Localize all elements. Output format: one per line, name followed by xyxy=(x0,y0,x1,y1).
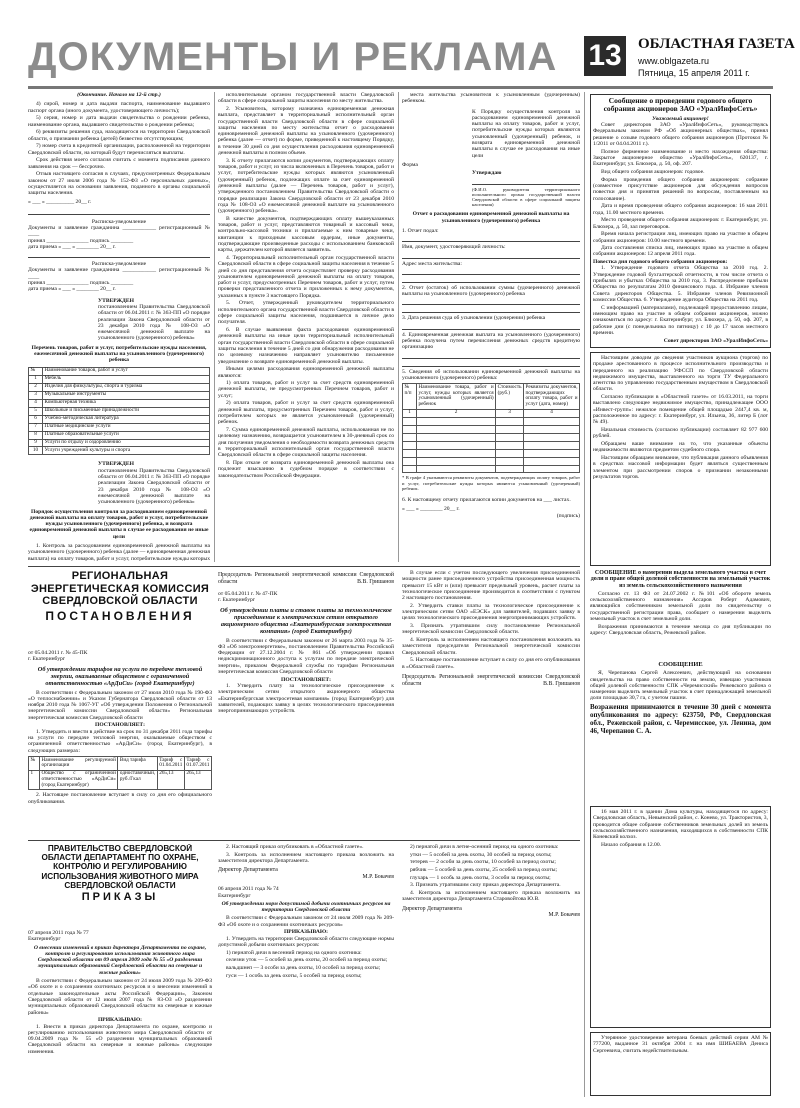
table-cell: 2 xyxy=(29,383,43,391)
table-header-cell: Наименование товаров, работ и услуг xyxy=(43,367,210,375)
table-row xyxy=(403,425,580,433)
paragraph: Возражения принимаются в течение месяца со дня публикации по адресу: Свердловская область, Режевской район. xyxy=(590,623,771,637)
form-label: Форма xyxy=(402,161,418,168)
rec-resolution-45-end xyxy=(218,570,394,836)
chair-name: В.В. Гришанов xyxy=(357,578,394,585)
resolution-date: от 05.04.2011 г. № 47-ПК xyxy=(218,591,278,597)
paragraph: рябчик — 5 особей за день охоты, 25 особей за период охоты; xyxy=(410,867,558,874)
receipt-accept: принял _______________ подпись ________ xyxy=(28,237,134,244)
paragraph: 4. Контроль за исполнением настоящего постановления возложить на заместителя председателя Региональной энергетической комиссии Свердловской области. xyxy=(402,637,580,656)
website-link[interactable]: www.oblgazeta.ru xyxy=(638,56,710,66)
approval-stamp xyxy=(98,298,210,342)
table-row xyxy=(403,457,580,465)
notice-signature: Совет директоров ЗАО «УралИнфоСеть» xyxy=(663,337,768,344)
table-cell: Общество с ограниченной ответственностью «АрДиСи» (город Екатеринбург) xyxy=(41,770,116,788)
form-field: 1. Отчет подал: xyxy=(402,227,439,234)
paragraph: глухарь — 1 особь за день охоты, 3 особи за период охоты; xyxy=(410,874,551,881)
resolution-title: Об утверждении тарифов на услуги по передаче тепловой энергии, оказываемые обществом с ограниченной ответственностью «АрДиСи» (город Екатеринбург) xyxy=(37,665,203,687)
paragraph: В соответствии с Федеральным законом от 24 июля 2009 года № 209-ФЗ «Об охоте и о сохранении охотничьих ресурсов» xyxy=(218,915,394,928)
table-row xyxy=(29,770,212,790)
chair-signature xyxy=(218,572,394,585)
form-line[interactable] xyxy=(402,253,580,259)
form-line xyxy=(28,252,210,258)
form-field: 3. Дата решения суда об усыновлении (удочерении) ребенка xyxy=(402,315,546,322)
paragraph: 2) оплата товаров, работ и услуг за счет средств единовременной денежной выплаты, предусмотренных Перечнем товаров, работ и услуг, потребителем которых не является усыновленный (удочеренный) ребенок. xyxy=(218,400,394,426)
gov-order-77 xyxy=(28,930,212,1098)
paragraph: исполнительным органом государственной власти Свердловской области в сфере социальной защиты населения по месту жительства. xyxy=(218,92,394,105)
table-header-row xyxy=(29,367,210,375)
signature-caption: (подпись) xyxy=(556,512,580,519)
paragraph: 1. Утвердить и ввести в действие на срок по 31 декабря 2011 года тарифы на услуги по передаче тепловой энергии, оказываемые обществом с ограниченной ответственностью «АрДиСи» (город Екатеринбург), в следующих размерах: xyxy=(28,728,212,754)
date-line: « ___ » __________ 20__ г. xyxy=(28,199,92,206)
table-row xyxy=(403,433,580,441)
paragraph: 4) сирой, номер и дата выдачи паспорта, наименование выдавшего паспорт органа (иного документа, удостоверяющего личность); xyxy=(28,101,210,114)
paragraph: 1. Утверждение годового отчета Общества за 2010 год. 2. Утверждение годовой бухгалтерской отчетности, в том числе отчета о прибылях и убытках Общества за 2010 год. 3. Распределение прибыли Общества по результатам 2010 финансового года. 4. Избрание членов Совета директоров Общества. 5. Избрание членов Ревизионной комиссии Общества. 6. Утверждение аудитора Общества на 2011 год. xyxy=(593,265,768,303)
decree-word: ПОСТАНОВЛЯЕТ: xyxy=(280,676,332,683)
notice-title: СООБЩЕНИЕ xyxy=(658,662,703,668)
masthead xyxy=(28,34,795,84)
chair-label: Председатель Региональной энергетической комиссии Свердловской области xyxy=(402,674,580,687)
form-field: 4. Единовременная денежная выплата на усыновленного (удочеренного) ребенка получена путем перечисления денежных средств кредитную организацию xyxy=(402,331,580,351)
continuation-note: (Окончание. Начало на 12-й стр.) xyxy=(77,92,161,98)
approval-title: УТВЕРЖДЕН xyxy=(98,461,134,468)
receipt-date: дата приема « ___ » ________ 20__ г. xyxy=(28,286,116,293)
gov-order-74 xyxy=(218,844,394,1098)
resolution-city: г. Екатеринбург xyxy=(218,597,256,604)
section-title: ДОКУМЕНТЫ И РЕКЛАМА xyxy=(28,35,558,79)
paragraph: селезни уток — 5 особей за день охоты, 20 особей за период охоты; xyxy=(226,957,388,964)
usage-table xyxy=(402,383,580,473)
report-form-column xyxy=(402,92,580,562)
table-cell: Музыкальные инструменты xyxy=(43,391,210,399)
notice-auction xyxy=(590,352,771,566)
form-line[interactable] xyxy=(402,236,580,242)
approval-body: постановлением Правительства Свердловской области от 06.04.2011 г. № 363-ПП «О порядке реализации Закона Свердловской области от 23 декабря 2010 года № 108-ОЗ «О ежемесячной денежной выплате на усыновленного (удочеренного) ребенка» xyxy=(98,303,210,342)
paragraph: Настоящим доводим до сведения участников аукциона (торгов) по продаже арестованного в процессе исполнительного производства и переданного на реализацию УФССП по Свердловской области недвижимого имущества, выставленного на торги ТУ Федерального агентства по управлению государственным имуществом в Свердловской области. xyxy=(593,355,768,393)
paragraph: С информацией (материалами), подлежащей предоставлению лицам, имеющим право на участие в общем собрании акционеров, можно ознакомиться по адресу: г. Екатеринбург, ул. Блюхера, д. 50, оф. 207, в рабочие дни (с понедельника по пятницу) с 10 до 17 часов местного времени. xyxy=(593,304,768,336)
paragraph: 2. Настоящий приказ опубликовать в «Областной газете». xyxy=(226,844,364,850)
table-cell: 4 xyxy=(524,409,580,417)
form-line[interactable] xyxy=(402,299,580,305)
paragraph: Время начала регистрации лиц, имеющих право на участие в общем собрании акционеров: 10.00 местного времени. xyxy=(593,231,768,244)
table-cell: Учебно-методическая литература xyxy=(43,415,210,423)
notice-greeting: Уважаемый акционер! xyxy=(652,115,709,122)
rec-resolution-45 xyxy=(28,650,212,836)
table-row xyxy=(29,415,210,423)
form-line xyxy=(28,209,210,215)
paragraph: Утерянное удостоверение ветерана боевых действий серии АМ № 777200, выданное 31 октября 2004 г. на имя ШИБАЕВА Дениса Сергеевича, считать недействительным. xyxy=(593,1035,768,1054)
table-cell: 7 xyxy=(29,423,43,431)
resolution-city: г. Екатеринбург xyxy=(28,656,66,663)
paragraph: Начало собрания в 12.00. xyxy=(601,841,662,848)
paragraph: В качестве документов, подтверждающих оплату вышеуказанных товаров, работ и услуг, представляются товарный и кассовый чеки, контрольно-кассовой техники и прилагаемые к ним товарные чеки, квитанции к приходным кассовым ордерам, иные документы, подтверждающие произведенные расходы с использованием банковской карты, держателем которой является заявитель. xyxy=(218,215,394,254)
table-cell: Платные медицинские услуги xyxy=(43,423,210,431)
table-row xyxy=(29,439,210,447)
table-row xyxy=(403,417,580,425)
decree-column-1 xyxy=(28,92,210,562)
table-cell: Платные образовательные услуги xyxy=(43,431,210,439)
paragraph: Иными целями расходования единовременной денежной выплаты являются: xyxy=(218,366,394,379)
order-city: Екатеринбург xyxy=(28,936,61,943)
table-cell: 10 xyxy=(29,447,43,455)
table-row xyxy=(29,383,210,391)
chair-label: Председатель Региональной энергетической комиссии Свердловской области xyxy=(218,572,394,585)
table-header-cell: № xyxy=(29,756,40,770)
form-line[interactable] xyxy=(402,269,580,275)
paper-name: ОБЛАСТНАЯ ГАЗЕТА xyxy=(638,36,795,52)
form-field: Имя, документ, удостоверяющий личность: xyxy=(402,244,506,251)
director-signature xyxy=(218,867,394,880)
paragraph: места жительства усыновителя к усыновленным (удочеренным) ребенком. xyxy=(402,92,580,105)
chair-name: В.В. Гришанов xyxy=(543,680,580,687)
table-cell: Услуги учреждений культуры и спорта xyxy=(43,447,210,455)
receipt-date: дата приема « ___ » ________ 20__ г. xyxy=(28,243,116,250)
table-cell: 4 xyxy=(29,399,43,407)
director-label: Директор Департамента xyxy=(218,867,278,874)
issue-date: Пятница, 15 апреля 2011 г. xyxy=(638,68,750,78)
table-header-cell: Стоимость (руб.) xyxy=(496,384,524,409)
table-cell: Компьютерная техника xyxy=(43,399,210,407)
paragraph: 6. В случае выявления факта расходования единовременной денежной выплаты на иные цели территориальный исполнительный орган государственной власти Свердловской области в сфере социальной защиты населения в течение 5 дней со дня обнаружения расходования не по целевому назначению направляет усыновителю письменное уведомление о возврате единовременной денежной выплаты. xyxy=(218,327,394,365)
table-cell: 1 xyxy=(403,409,417,417)
table-header-cell: Тариф с 01.04.2011 xyxy=(159,756,183,769)
gov-subtitle: ПРИКАЗЫ xyxy=(81,891,159,904)
resolution-date: от 05.04.2011 г. № 45-ПК xyxy=(28,650,88,656)
notice-land-share xyxy=(590,570,771,658)
paragraph: В соответствии с Федеральным законом от 26 марта 2003 года № 35-ФЗ «Об электроэнергетике», постановлением Правительства Российской Федерации от 27.12.2004 г. № 861 «Об утверждении правил недискриминационного доступа к услугам по передаче электрической энергии», приказом Федеральной службы по тарифам Региональная энергетическая комиссия Свердловской области xyxy=(218,637,394,676)
decree-column-2 xyxy=(218,92,394,562)
form-line[interactable] xyxy=(402,307,580,313)
receipt-docs: Документы и заявление гражданина ____________ регистрационный № ____ xyxy=(28,225,210,238)
column-divider xyxy=(398,92,399,562)
chair-signature xyxy=(402,674,580,687)
date-line: « ___ » ________ 20__ г. xyxy=(402,506,460,513)
table-cell: 5 xyxy=(29,407,43,415)
objections-notice: Возражения принимаются в течение 30 дней с момента опубликования по адресу: 623750, РФ, Свердловская обл., Режевской район, с. Черемисское, ул. Ленина, дом 46, Черепанов С. А. xyxy=(590,703,771,736)
paragraph: 4. Контроль за исполнением настоящего приказа возложить на заместителя директора Департамента Старовойтова Ю.В. xyxy=(402,890,580,903)
table-row xyxy=(403,409,580,417)
paragraph: Отзыв настоящего согласия в случаях, предусмотренных Федеральным законом от 27 июля 2006 года № 152-ФЗ «О персональных данных», осуществляется на основании заявления, поданного в органы социальной защиты населения. xyxy=(28,171,210,197)
section-rule xyxy=(28,840,580,841)
paragraph: 5) серия, номер и дата выдачи свидетельства о рождении ребенка, наименование органа, выдавшего свидетельство о рождении ребенка; xyxy=(28,115,210,128)
paragraph: Срок действия моего согласия считать с момента подписания данного заявления на срок — бессрочно. xyxy=(28,157,210,170)
paragraph: 5. Настоящее постановление вступает в силу со дня его опубликования в «Областной газете». xyxy=(402,657,580,670)
paragraph: 3. Контроль за исполнением настоящего приказа возложить на заместителя директора Департамента. xyxy=(218,851,394,864)
receipt-title: Расписка-уведомление xyxy=(91,218,147,225)
notice-lost-document xyxy=(590,1032,771,1096)
table-header-row xyxy=(29,756,212,770)
notice-shareholders xyxy=(590,94,771,348)
paragraph: Дата составления списка лиц, имеющих право на участие в общем собрании акционеров: 12 апреля 2011 года. xyxy=(593,245,768,258)
director-name: М.Р. Бокачев xyxy=(548,912,580,919)
agenda-title: Повестка дня годового общего собрания акционеров: xyxy=(593,259,728,266)
paragraph: 2. Настоящее постановление вступает в силу со дня его официального опубликования. xyxy=(28,792,212,805)
paragraph: Вид общего собрания акционеров: годовое. xyxy=(601,168,705,175)
paragraph: Форма проведения общего собрания акционеров: собрание (совместное присутствие акционеров для обсуждения вопросов повестки дня и принятия решений по вопросам, поставленным на голосование). xyxy=(593,176,768,202)
table-cell: 8 xyxy=(29,431,43,439)
table-cell: 2 xyxy=(417,409,496,417)
rec-subtitle: ПОСТАНОВЛЕНИЯ xyxy=(45,608,195,623)
paragraph: 2. Утвердить ставки платы за технологическое присоединение к электрическим сетям ОАО «ЕЭСК» для заявителей, подавших заявку в целях технологического присоединения энергопринимающих устройств. xyxy=(402,602,580,622)
order-date: 07 апреля 2011 года № 77 xyxy=(28,930,89,936)
table-cell: 3 xyxy=(29,391,43,399)
decree-word: ПРИКАЗЫВАЮ: xyxy=(283,929,329,936)
table-cell: Изделия для физкультуры, спорта и туризма xyxy=(43,383,210,391)
order-title: О внесении изменений в приказ директора Департамента по охране, контролю и регулированию использования животного мира Свердловской области от 09 апреля 2009 года № 55 «О разделении муниципальных образований Свердловской области на северные и южные районы» xyxy=(33,944,207,976)
table-header-cell: Тариф с 01.07.2011 xyxy=(186,756,210,769)
table-row xyxy=(403,465,580,473)
paragraph: 2) пернатой дичи в летне-осенний период на одного охотника: xyxy=(410,844,559,850)
paragraph: 6) реквизиты решения суда, находящегося на территории Свердловской области, о признании ребенка (детей) безвестно отсутствующим; xyxy=(28,129,210,142)
form-field: 2. Отчет (остаток) об использовании суммы (удочеренного) денежной выплаты на усыновленного (удочеренного) ребенка xyxy=(402,284,580,298)
paragraph: 4. Территориальный исполнительный орган государственной власти Свердловской области в сфере социальной защиты населения в течение 5 дней со дня представления отчета осуществляет проверку расходования усыновителем единовременной денежной выплаты на оплату товаров, работ и услуг, предусмотренных Перечнем товаров, работ и услуг, путем проверки представленного отчета и приложенных к нему документов, указанных в пункте 3 настоящего Порядка. xyxy=(218,254,394,299)
paragraph: Начальная стоимость (согласно публикации) составляет 82 977 600 рублей. xyxy=(593,427,768,440)
table-row xyxy=(29,391,210,399)
order-title: Об утверждении норм допустимой добычи охотничьих ресурсов на территории Свердловской области xyxy=(221,900,391,914)
table-header-cell: Реквизиты документов, подтверждающих оплату товара, работ и услуг (дата, номер) xyxy=(525,383,578,408)
decree-word: ПОСТАНОВЛЯЕТ: xyxy=(94,722,146,729)
column-divider xyxy=(584,92,585,1097)
page-number: 13 xyxy=(584,36,626,76)
table-cell: Школьные и письменные принадлежности xyxy=(43,407,210,415)
paragraph: Настоящим обращаем внимание, что публикация данного объявления в средствах массовой информации будет являться существенным элементом при рассмотрении споров о признании незаконными результатов торгов. xyxy=(593,455,768,480)
table-cell: Услуги по отдыху и оздоровлению xyxy=(43,439,210,447)
director-signature xyxy=(402,906,580,919)
table-cell: 9 xyxy=(29,439,43,447)
paragraph: 16 мая 2011 г. в здании Дома культуры, находящегося по адресу: Свердловская область, Невьянский район, с. Конево, ул. Трактористов, 3, проводится общее собрание собственников земельных долей из земель сельскохозяйственного назначения, находящихся в собственности СПК Коневский колхоз. xyxy=(593,809,768,841)
form-line[interactable] xyxy=(402,324,580,330)
rec-header xyxy=(28,570,212,648)
paragraph: Дата и время проведения общего собрания акционеров: 16 мая 2011 года, 11.00 местного времени. xyxy=(593,203,768,216)
table-header-cell: № xyxy=(29,367,43,375)
table-row xyxy=(403,449,580,457)
approval-title: УТВЕРЖДЕН xyxy=(98,297,134,304)
paragraph: Обращаем ваше внимание на то, что указанные объекты недвижимости являются предметом судебного спора. xyxy=(593,441,768,454)
receipt-title: Расписка-уведомление xyxy=(91,261,147,268)
form-annex-note: К Порядку осуществления контроля за расходованием единовременной денежной выплаты на оплату товаров, работ и услуг, потребительские нужды которых являются усыновленный (удочеренный) ребенок, и возврата единовременной денежной выплаты в случае ее расходования на иные цели xyxy=(472,108,580,159)
paragraph: вальдшнеп — 3 особи за день охоты, 10 особей за период охоты; xyxy=(226,965,381,972)
paragraph: Согласно публикации в «Областной газете» от 16.03.2011, на торги выставлено следующее недвижимое имущество, принадлежащее ООО «Инвест-групп»: нежилое помещение общей площадью 2447,4 кв. м, расположенное по адресу: г. Екатеринбург, ул. Ильича, 36, литер Б (лот № 49). xyxy=(593,394,768,426)
paragraph: 1. Утвердить на территории Свердловской области следующие нормы допустимой добычи охотничьих ресурсов: xyxy=(218,935,394,949)
table-cell: одноставочный, руб./Гкал xyxy=(118,770,157,790)
form-field: 5. Сведения об использовании единовременной денежной выплаты на усыновленного (удочеренного) ребенка: xyxy=(402,368,580,381)
gov-header xyxy=(28,844,212,928)
paragraph: 1) пернатой дичи в весенний период на одного охотника: xyxy=(226,949,362,956)
paragraph: 7) номер счета в кредитной организации, расположенной на территории Свердловской области, на который будут перечисляться выплаты. xyxy=(28,143,210,156)
notice-title: СООБЩЕНИЕ о намерении выдела земельного участка в счет доли в праве общей долевой собственности на земельный участок из земель сельскохозяйственного назначения xyxy=(590,570,771,589)
table-cell: 6 xyxy=(29,415,43,423)
form-field: 6. К настоящему отчету прилагаются копии документов на ___ листах. xyxy=(402,497,571,504)
form-field: Адрес места жительства: xyxy=(402,260,462,267)
paragraph: 1) оплата товаров, работ и услуг за счет средств единовременной денежной выплаты, не предусмотренных Перечнем товаров, работ и услуг; xyxy=(218,380,394,399)
rec-resolution-47 xyxy=(402,570,580,836)
order-date: 06 апреля 2011 года № 74 xyxy=(218,886,279,893)
paragraph: гуси — 1 особь за день охоты, 5 особей за период охоты; xyxy=(226,972,362,979)
table-cell: Мебель xyxy=(43,375,210,383)
paragraph: В соответствии с Федеральным законом от 24 июля 2009 года № 209-ФЗ «Об охоте и о сохранении охотничьих ресурсов и о внесении изменений в отдельные законодательные акты Российской Федерации», Законом Свердловской области от 12 июля 2007 года № 83-ОЗ «О разделении муниципальных образований Свердловской области на северные и южные районы» xyxy=(28,978,212,1016)
receipt-docs: Документы и заявление гражданина ____________ регистрационный № ____ xyxy=(28,267,210,280)
gov-title: ПРАВИТЕЛЬСТВО СВЕРДЛОВСКОЙ ОБЛАСТИ ДЕПАРТАМЕНТ ПО ОХРАНЕ, КОНТРОЛЮ И РЕГУЛИРОВАНИЮ ИСПОЛЬЗОВАНИЯ ЖИВОТНОГО МИРА СВЕРДЛОВСКОЙ ОБЛАСТИ xyxy=(41,844,199,890)
goods-table xyxy=(28,367,210,456)
decree-word: ПРИКАЗЫВАЮ: xyxy=(97,1017,143,1024)
table-row xyxy=(29,431,210,439)
table-header-row xyxy=(403,384,580,409)
section-rule xyxy=(28,566,580,567)
table-row xyxy=(29,375,210,383)
paragraph: Место проведения общего собрания акционеров: г. Екатеринбург, ул. Блюхера, д. 50, зал переговоров. xyxy=(593,217,768,230)
paragraph: 1. Утвердить плату за технологическое присоединение к электрическим сетям открытого акционерного общества «Екатеринбургская электросетевая компания» (город Екатеринбург) для заявителей, подающих заявку в целях технологического присоединения энергопринимающих устройств. xyxy=(218,683,394,715)
table-header-cell: № п/п xyxy=(403,384,417,409)
paragraph: 3. К отчету прилагаются копии документов, подтверждающих оплату товаров, работ и услуг, из числа включенных в Перечень товаров, работ и услуг, потребительские нужды которых являются усыновленный (удочеренный) ребенок, подлежащих оплате за счет единовременной денежной выплаты (далее — Перечень товаров, работ и услуг), утвержденного постановлением Правительства Свердловской области о порядке реализации Закона Свердловской области от 23 декабря 2010 года № 108-ОЗ «О ежемесячной денежной выплате на усыновленного (удочеренного) ребенка». xyxy=(218,157,394,215)
paragraph: 2. Усыновитель, которому назначена единовременная денежная выплата, представляет в территориальный исполнительный орган государственной власти Свердловской области в сфере социальной защиты населения по месту жительства отчет о расходовании единовременной денежной выплаты на усыновленного (удочеренного) ребенка (далее — отчет) по форме, приведенной к настоящему Порядку, в течение 30 дней со дня осуществления расходования единовременной денежной выплаты в полном объеме. xyxy=(218,105,394,157)
resolution-title: Об утверждении платы и ставок платы за технологическое присоединение к электрическим сетям открытого акционерного общества «Екатеринбургская электросетевая компания» (город Екатеринбург) xyxy=(220,606,392,635)
paragraph: 3. Признать утратившим силу постановление Региональной энергетической комиссии Свердловской области. xyxy=(402,623,580,636)
table-row xyxy=(29,399,210,407)
paragraph: тетерев — 2 особи за день охоты, 10 особей за период охоты; xyxy=(410,859,556,866)
paragraph: Я, Черепанова Сергей Алексеевич, действующий на основании свидетельства на право собственности на землю, извещаю участников общей долевой собственности СПК «Черемисский» Режевского района о намерении выделить земельный участок в счет принадлежащей земельной доли площадью 30,7 га, с учетом пашни. xyxy=(590,670,771,702)
paragraph: В соответствии с Федеральным законом от 27 июля 2010 года № 190-ФЗ «О теплоснабжении» и Указом Губернатора Свердловской области от 13 ноября 2010 года № 1067-УГ «Об утверждении Положения о Региональной энергетической комиссии Свердловской области» Региональная энергетическая комиссия Свердловской области xyxy=(28,689,212,721)
paragraph: Согласно ст. 13 ФЗ от 24.07.2002 г. №101 «Об обороте земель сельскохозяйственного назначения» Ассаров Роберт Адамович, являющийся собственником земельной доли по свидетельству о государственной регистрации права, сообщает о намерении выделить земельный участок в счет земельной доли. xyxy=(590,590,771,623)
notice-meeting xyxy=(590,806,771,1028)
approved-label: Утверждаю xyxy=(472,170,502,177)
table-cell: 3 xyxy=(496,409,524,417)
form-line[interactable] xyxy=(402,361,580,367)
paragraph: Совет директоров ЗАО «УралИнфоСеть», руководствуясь Федеральным законом РФ «Об акционерных обществах», принял решение о созыве годового общего собрания акционеров (Протокол № 1/2011 от 04.04.2011 г.). xyxy=(593,122,768,147)
rec-title: РЕГИОНАЛЬНАЯ ЭНЕРГЕТИЧЕСКАЯ КОМИССИЯ СВЕРДЛОВСКОЙ ОБЛАСТИ xyxy=(30,570,210,607)
director-label: Директор Департамента xyxy=(402,905,462,912)
order-city: Екатеринбург xyxy=(218,892,251,899)
masthead-rule xyxy=(28,86,773,89)
form-line[interactable] xyxy=(402,353,580,359)
report-title: Отчет о расходовании единовременной денежной выплаты на усыновленного (удочеренного) ребенка xyxy=(412,211,570,224)
table-cell: 1 xyxy=(29,770,40,790)
director-name: М.Р. Бокачев xyxy=(362,873,394,880)
approval-stamp xyxy=(98,461,210,505)
paragraph: 5. Отчет, утвержденный руководителем территориального исполнительного органа государственной власти Свердловской области в сфере социальной защиты населения, подшивается в личное дело получателя. xyxy=(218,300,394,326)
table-header-cell: Наименование регулируемой организации xyxy=(41,756,116,769)
form-line xyxy=(472,179,580,185)
column-divider xyxy=(214,92,215,562)
table-cell: 265,13 xyxy=(184,770,211,790)
approval-body: постановлением Правительства Свердловской области от 06.04.2011 г. № 363-ПП «О порядке реализации Закона Свердловской области от 23 декабря 2010 года № 108-ОЗ «О ежемесячной денежной выплате на усыновленного (удочеренного) ребенка» xyxy=(98,467,210,506)
order-title: Порядок осуществления контроля за расходованием единовременной денежной выплаты на оплату товаров, работ и услуг, потребительские нужды усыновленного (удочеренного) ребенка, и возврата единовременной денежной выплаты в случае ее расходования не иные цели xyxy=(29,508,209,540)
list-title: Перечень товаров, работ и услуг, потребительские нужды населения, ежемесячной денежной выплаты на усыновленного (удочеренного) ребенка xyxy=(31,344,207,364)
table-cell: 1 xyxy=(29,375,43,383)
notice-title: Сообщение о проведении годового общего собрания акционеров ЗАО «УралИнфоСеть» xyxy=(603,96,758,114)
table-row xyxy=(29,447,210,455)
table-row xyxy=(403,441,580,449)
table-row xyxy=(29,423,210,431)
table-row xyxy=(29,407,210,415)
paragraph: 3. Признать утратившим силу приказ директора Департамента. xyxy=(410,882,561,889)
form-line[interactable] xyxy=(402,277,580,283)
approved-caption: (Ф.И.О. руководителя территориального исполнительного органа государственной власти Свердловской области в сфере социальной защиты населения) xyxy=(472,186,580,208)
paragraph: утки — 5 особей за день охоты, 30 особей за период охоты; xyxy=(410,851,552,858)
paragraph: 1. Контроль за расходованием единовременной денежной выплаты на усыновленного (удочеренного) ребенка (далее — единовременная денежная выплата) на оплату товаров, работ и услуг, потребительские нужды которых xyxy=(28,543,210,562)
paragraph: 1. Внести в приказ директора Департамента по охране, контролю и регулированию использования животного мира Свердловской области от 09.04.2009 года № 55 «О разделении муниципальных образований Свердловской области на северные и южные районы» следующие изменения. xyxy=(28,1023,212,1055)
paragraph: 7. Сумма единовременной денежной выплаты, использованная не по целевому назначению, возвращается усыновителем в 30-дневный срок со дня получения уведомления о необходимости возврата денежных средств в территориальный исполнительный орган государственной власти Свердловской области в сфере социальной защиты населения. xyxy=(218,427,394,459)
table-cell: 265,13 xyxy=(157,770,184,790)
footnote: * В графе 4 указываются реквизиты документов, подтверждающих оплату товаров, работ и услуг, потребительские нужды которых являются усыновленный (удочеренный) ребенок. xyxy=(402,475,580,491)
table-header-cell: Вид тарифа xyxy=(118,756,157,770)
tariff-table xyxy=(28,756,212,790)
paragraph: 8. При отказе от возврата единовременной денежной выплаты она подлежит взысканию в судебном порядке в соответствии с законодательством Российской Федерации. xyxy=(218,459,394,479)
paragraph: В случае если с учетом последующего увеличения присоединенной мощности ранее присоединенного устройства присоединенная мощность превысит 15 кВт и (или) превысит предельный уровень, расчет платы за технологическое присоединение производится в соответствии с пунктом 2 настоящего постановления. xyxy=(402,570,580,602)
receipt-accept: принял _______________ подпись ________ xyxy=(28,280,134,287)
table-header-cell: Наименование товара, работ и услуг, нужды которых является усыновленный (удочеренный) ребенок xyxy=(418,383,494,408)
gov-order-74-cont xyxy=(402,844,580,1098)
notice-land-share-2 xyxy=(590,662,771,802)
paragraph: Полное фирменное наименование и место нахождения общества: Закрытое акционерное общество «УралИнфоСеть», 620137, г. Екатеринбург, ул. Блюхера, д. 50, оф. 207. xyxy=(593,148,768,168)
